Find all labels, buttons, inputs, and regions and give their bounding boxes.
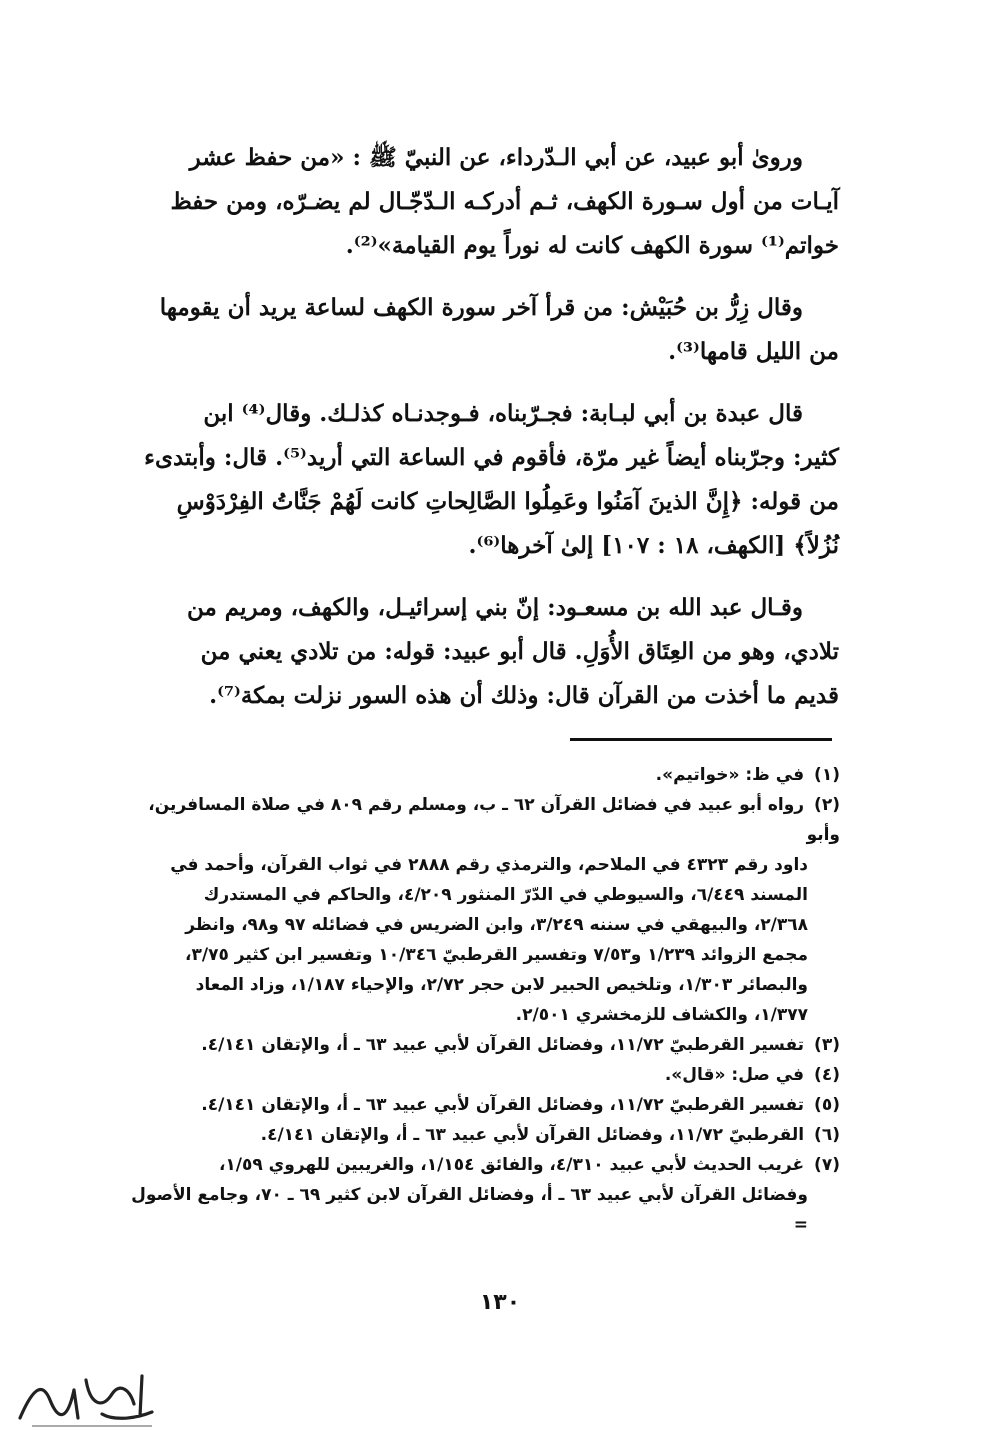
text-line: قديم ما أخذت من القرآن قال: وذلك أن هذه السور نزلت بمكة⁽⁷⁾. [209, 682, 839, 709]
text-line: آيـات من أول سـورة الكهف، ثـم أدركـه الـدّجّـال لم يضـرّه، ومن حفظ [170, 188, 839, 215]
footnote-number: (٣) [814, 1035, 840, 1055]
footnote-number: (٧) [814, 1155, 840, 1175]
paragraph [127, 586, 839, 718]
footnote-number: (٤) [814, 1065, 840, 1085]
footnote-number: (٢) [814, 795, 840, 815]
footnote-text: تفسير القرطبيّ ١١/٧٢، وفضائل القرآن لأبي عبيد ٦٣ ـ أ، والإتقان ٤/١٤١. [201, 1095, 805, 1115]
calligraphy-logo [12, 1360, 162, 1430]
footnote [113, 1150, 840, 1240]
footnote [113, 1030, 840, 1060]
footnote [113, 1060, 840, 1090]
footnote [113, 1090, 840, 1120]
footnote-number: (١) [814, 765, 840, 785]
text-line: خواتم⁽¹⁾ سورة الكهف كانت له نوراً يوم القيامة»⁽²⁾. [345, 232, 839, 259]
footnote-text: القرطبيّ ١١/٧٢، وفضائل القرآن لأبي عبيد ٦٣ ـ أ، والإتقان ٤/١٤١. [260, 1125, 805, 1145]
footnote-text: ٢/٣٦٨، والبيهقي في سننه ٣/٢٤٩، وابن الضريس في فضائله ٩٧ و٩٨، وانظر [185, 915, 808, 935]
footnote-text: في ظ: «خواتيم». [655, 765, 805, 785]
text-line: وقـال عبد الله بن مسعـود: إنّ بني إسرائيـل، والكهف، ومريم من [186, 594, 803, 621]
footnote-number: (٦) [814, 1125, 840, 1145]
main-text [127, 136, 839, 736]
footnotes [113, 760, 840, 1240]
footnote-number: (٥) [814, 1095, 840, 1115]
text-line: نُزُلاً﴾ [الكهف، ١٨ : ١٠٧] إلىٰ آخرها⁽⁶⁾. [468, 532, 839, 559]
footnote-text: تفسير القرطبيّ ١١/٧٢، وفضائل القرآن لأبي عبيد ٦٣ ـ أ، والإتقان ٤/١٤١. [201, 1035, 805, 1055]
text-line: تلادي، وهو من العِتَاق الأُوَلِ. قال أبو عبيد: قوله: من تلادي يعني من [200, 638, 839, 665]
footnote-text: غريب الحديث لأبي عبيد ٤/٣١٠، والفائق ١/١٥٤، والغريبين للهروي ١/٥٩، [218, 1155, 805, 1175]
text-line: ورویٰ أبو عبيد، عن أبي الـدّرداء، عن النبيّ ﷺ : «من حفظ عشر [189, 144, 803, 171]
footnote-text: وفضائل القرآن لأبي عبيد ٦٣ ـ أ، وفضائل القرآن لابن كثير ٦٩ ـ ٧٠، وجامع الأصول = [131, 1185, 808, 1235]
paragraph [127, 136, 839, 268]
footnote-text: في صل: «قال». [664, 1065, 805, 1085]
footnote [113, 1120, 840, 1150]
footnote-text: ١/٣٧٧، والكشاف للزمخشري ٢/٥٠١. [515, 1005, 808, 1025]
text-line: وقال زِرُّ بن حُبَيْش: من قرأ آخر سورة الكهف لساعة يريد أن يقومها [159, 294, 803, 321]
footnote [113, 790, 840, 1030]
footnote-text: داود رقم ٤٣٢٣ في الملاحم، والترمذي رقم ٢٨٨٨ في ثواب القرآن، وأحمد في [170, 855, 808, 875]
footnote-divider [570, 738, 832, 741]
text-line: قال عبدة بن أبي لبـابة: فجـرّبناه، فـوجدنـاه كذلـك. وقال⁽⁴⁾ ابن [203, 400, 803, 427]
page-number: ١٣٠ [479, 1290, 521, 1315]
text-line: من قوله: ﴿إِنَّ الذينَ آمَنُوا وعَمِلُوا الصَّالِحاتِ كانت لَهُمْ جَنَّاتُ الفِرْدَوْسِ [176, 488, 839, 515]
footnote-text: رواه أبو عبيد في فضائل القرآن ٦٢ ـ ب، ومسلم رقم ٨٠٩ في صلاة المسافرين، وأبو [148, 795, 840, 845]
text-line: كثير: وجرّبناه أيضاً غير مرّة، فأقوم في الساعة التي أريد⁽⁵⁾. قال: وأبتدىء [144, 444, 839, 471]
footnote-text: والبصائر ١/٣٠٣، وتلخيص الحبير لابن حجر ٢/٧٢، والإحياء ١/١٨٧، وزاد المعاد [195, 975, 808, 995]
paragraph [127, 392, 839, 568]
footnote [113, 760, 840, 790]
footnote-text: مجمع الزوائد ١/٢٣٩ و٧/٥٣ وتفسير القرطبيّ ١٠/٣٤٦ وتفسير ابن كثير ٣/٧٥، [185, 945, 808, 965]
text-line: من الليل قامها⁽³⁾. [668, 338, 839, 365]
paragraph [127, 286, 839, 374]
footnote-text: المسند ٦/٤٤٩، والسيوطي في الدّرّ المنثور ٤/٢٠٩، والحاكم في المستدرك [203, 885, 808, 905]
